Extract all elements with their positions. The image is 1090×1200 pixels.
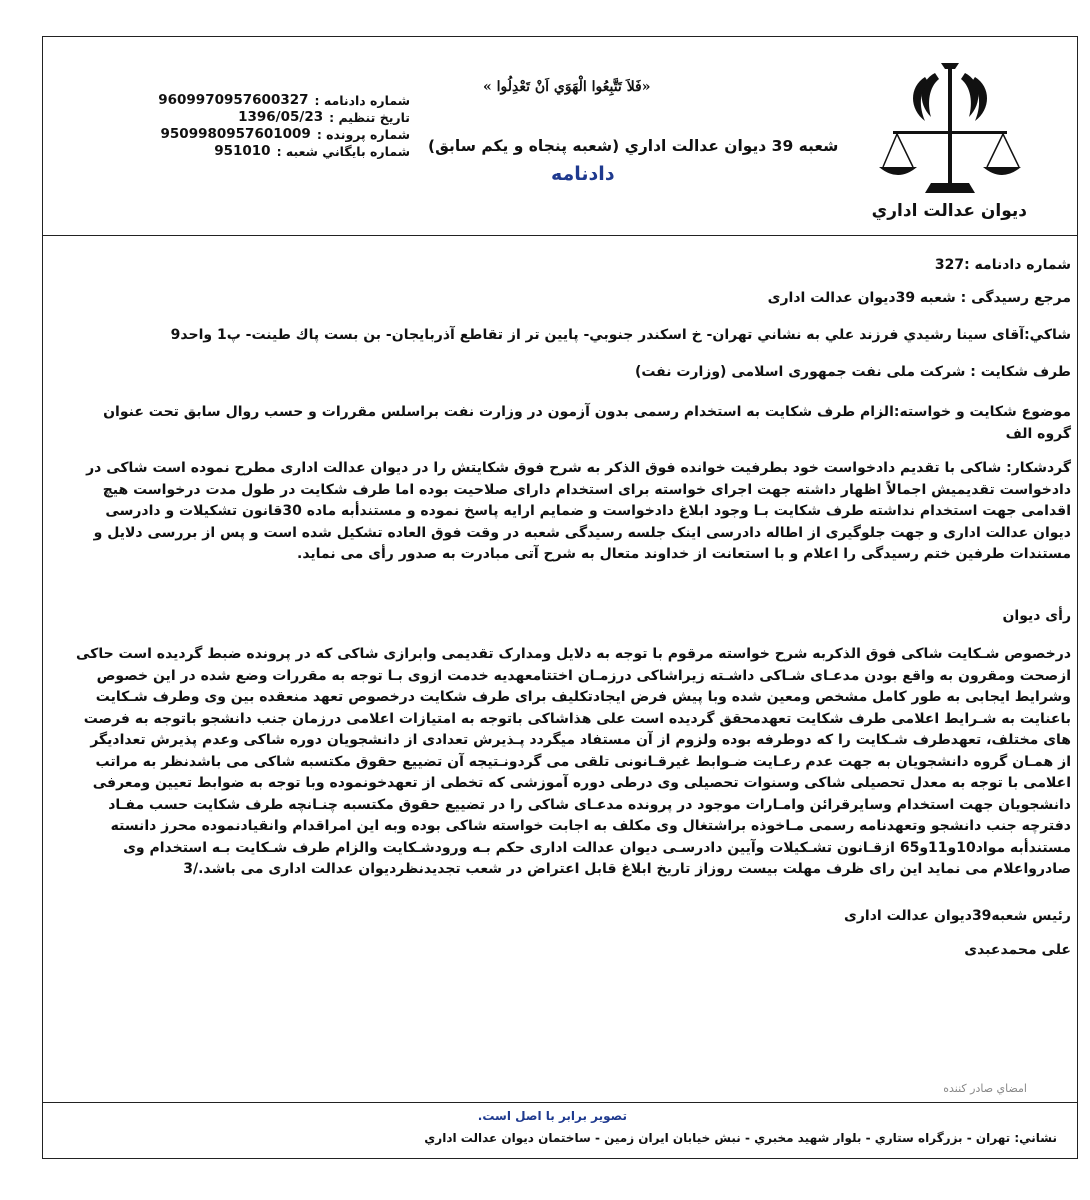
text-line: دیوان عدالت اداری و جهت جلوگیری از اطاله دادرسی اینک جلسه رسیدگی شعبه در وقت فوق العاده تشکیل شده است و پس از بررسی دلایل و <box>93 524 1071 541</box>
ruling-paragraph <box>73 644 1071 908</box>
reference-authority: مرجع رسیدگی : شعبه 39دیوان عدالت اداری <box>767 290 1071 306</box>
document-frame <box>42 36 1078 1159</box>
text-line: اعلامی با توجه به معدل تحصیلی شاکی وسنوات تحصیلی وی درطی دوره آموزشی که تخطی از تعهدخونموده وبا توجه به ضوابط تعیین ومعرفی <box>92 775 1071 791</box>
signature-caption: امضاي صادر كننده <box>943 1082 1027 1095</box>
branch-title: شعبه 39 ديوان عدالت اداري (شعبه پنجاه و يكم سابق) <box>428 137 839 155</box>
doc-title: دادنامه <box>551 163 615 185</box>
meta-archive-number: 951010 شماره بايگاني شعبه : <box>214 143 410 159</box>
letterhead <box>43 37 1077 236</box>
meta-verdict-number: 9609970957600327 شماره دادنامه : <box>158 92 410 108</box>
court-address: نشاني: تهران - بزرگراه ستاري - بلوار شهيد مخبري - نبش خيابان ايران زمين - ساختمان ديوان عدالت اداري <box>424 1131 1057 1145</box>
text-line: های مختلف، تعهدطرف شـکایت را که دوطرفه بوده ولزوم از آن مستفاد میگردد پـذیرش تعدادی از دانشجویان دوره شاکی وعدم پذیرش تعدادیگر <box>90 732 1071 748</box>
emblem-scales-icon <box>875 59 1025 199</box>
signer-name: علی محمدعبدی <box>964 942 1071 958</box>
text-line: اقدامی جهت استخدام نداشته طرف شکایت بـا وجود ابلاغ دادخواست و ضمایم ارایه پاسخ نموده و مستندأبه ماده 30قانون تشکیلات و دادرسی <box>105 503 1071 519</box>
text-line: درخصوص شـکایت شاکی فوق الذکربه شرح خواسته مرقوم با توجه به دلایل ومدارک تقدیمی وابرازی شاکی که در پرونده ضبط گردیده است حاکی <box>76 646 1071 662</box>
subject-paragraph <box>73 402 1071 458</box>
signer-title: رئیس شعبه39دیوان عدالت اداری <box>844 908 1071 924</box>
meta-case-number: 9509980957601009 شماره پرونده : <box>160 126 410 142</box>
org-name: ديوان عدالت اداري <box>871 201 1027 221</box>
text-line: دادخواست تقدیمیش اجمالاً اظهار داشته جهت اجرای خواسته برای استخدام دارای صلاحیت بوده اما طرف شکایت در طول مدت درخواست هیچ <box>102 481 1071 498</box>
text-line: گردشکار: شاکی با تقدیم دادخواست خود بطرفیت خوانده فوق الذکر به شرح فوق شکایتش را در دیوان عدالت اداری مطرح نموده است شاکی در <box>86 460 1071 476</box>
defendant: طرف شکایت : شرکت ملی نفت جمهوری اسلامی (وزارت نفت) <box>634 364 1071 380</box>
plaintiff: شاكي:آقای سينا رشيدي فرزند علي به نشاني تهران- خ اسكندر جنوبي- پايين تر از تقاطع آذربايجان- بن بست پاك طينت- پ1 واحد9 <box>170 327 1071 343</box>
text-line: دفترچه جنب دانشجو وتعهدنامه رسمی مـاخوذه براشتغال وی مکلف به اجابت خواسته شاکی بوده وبه این امراقدام وانقیادنموده محرز دانسته <box>110 818 1071 834</box>
certified-copy-note: تصوير برابر با اصل است. <box>477 1109 627 1123</box>
text-line: مستندأبه مواد10و11و65 ازقـانون تشـکیلات وآیین دادرسـی دیوان عدالت اداری حکم بـه ورودشـکایت والزام طرف شـکایت بـه استخدام وی <box>123 839 1071 856</box>
text-line: موضوع شکایت و خواسته:الزام طرف شکایت به استخدام رسمی بدون آزمون در وزارت نفت براسلس مقررات و حسب روال سابق تحت عنوان <box>103 404 1071 420</box>
document-body <box>73 257 1071 958</box>
proceedings-paragraph <box>73 458 1071 608</box>
document-meta <box>130 92 410 160</box>
meta-issue-date: 1396/05/23 تاريخ تنظيم : <box>238 109 410 125</box>
text-line: مستندات طرفین ختم رسیدگی را اعلام و با استعانت از خداوند متعال به شرح آتی مبادرت به صدور رأی می نماید. <box>297 546 1071 562</box>
text-line: صادرواعلام می نماید این رای ظرف مهلت بیست روزاز تاریخ ابلاغ قابل اعتراض در شعب تجدیدنظردیوان عدالت اداری می باشد./3 <box>183 861 1071 877</box>
text-line: ازصحت ومقرون به واقع بودن مدعـای شـاکی داشـته زیراشاکی درزمـان اختتامعهدیه خدمت ازوی بـا توجه به مقررات وضع شده در این خصوص <box>96 667 1071 684</box>
verse: «فَلاَ تَتَّبِعُوا الْهَوَي اَنْ تَعْدِلُوا » <box>483 79 651 95</box>
text-line: باعنایت به شـرایط اعلامی طرف شکایت تعهدمحقق گردیده است علی هذاشاکی باتوجه به امتیازات اعلامی درزمان جنب دانشجو باتوجه به فرصت <box>83 710 1071 727</box>
text-line: وشرایط ایجابی به طور کامل مشخص ومعین شده وبا پیش فرض ایجادتکلیف برای طرف شکایت درخصوص تعهد منعقده بین وی وطرف شـکایت <box>95 689 1071 705</box>
document-footer <box>43 1102 1077 1158</box>
text-line: دانشجویان جهت استخدام وسایرقرائن وامـارات موجود در پرونده مدعـای شاکی را در تضییع حقوق مکتسبه چنـانچه طرف شکایت حسب مفـاد <box>108 796 1071 813</box>
ruling-heading: رأی دیوان <box>1002 608 1071 624</box>
text-line: از همـان گروه دانشجویان به جهت عدم رعـایت ضـوابط غیرقـانونی تلقی می گردونـتیجه آن تضییع حقوق مکتسبه شاکی می باشدنظر به مراتب <box>95 753 1071 770</box>
text-line: گروه الف <box>1005 425 1071 442</box>
verdict-number: شماره دادنامه :327 <box>934 257 1071 273</box>
